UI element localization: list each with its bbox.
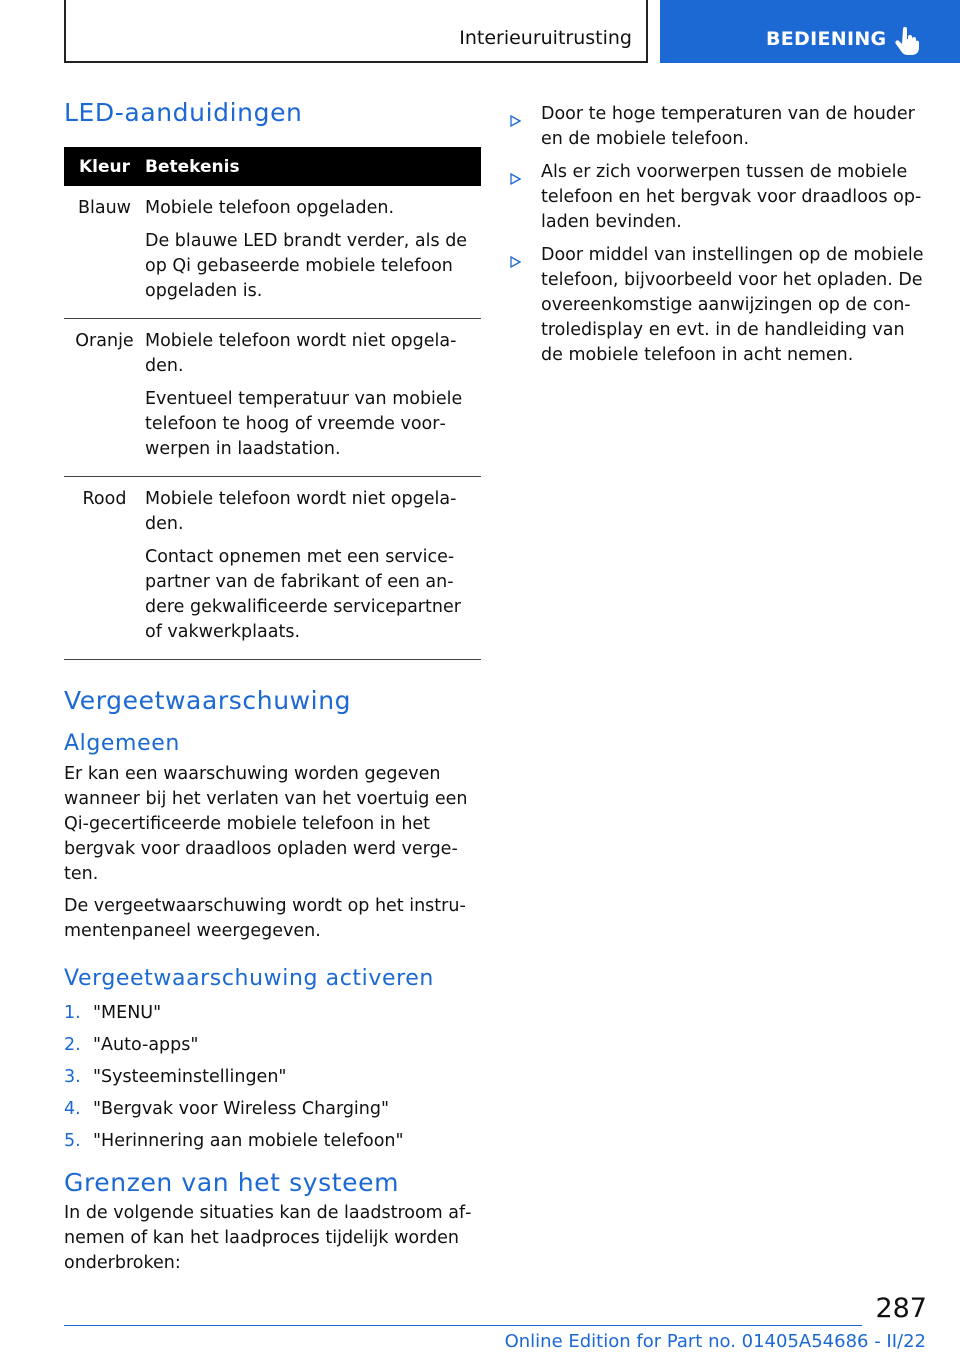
table-cell-color: Rood <box>64 477 145 660</box>
table-cell-meaning <box>145 477 481 660</box>
page-number: 287 <box>875 1293 927 1324</box>
meaning-line: De blauwe LED brandt verder, als de op Qi gebaseerde mobiele telefoon opgeladen is. <box>145 231 468 301</box>
forget-warning-heading: Vergeetwaarschuwing <box>64 686 352 715</box>
list-item <box>510 160 928 235</box>
limits-heading: Grenzen van het systeem <box>64 1168 400 1197</box>
general-heading: Algemeen <box>64 731 180 756</box>
chapter-title: BEDIENING <box>766 28 887 50</box>
table-cell-color: Oranje <box>64 319 145 477</box>
meaning-line: Mobiele telefoon opgeladen. <box>145 198 395 218</box>
table-header-meaning: Betekenis <box>145 147 481 186</box>
triangle-bullet-icon <box>510 243 541 368</box>
meaning-line: Mobiele telefoon wordt niet opgeladen. <box>145 331 457 376</box>
general-paragraph-1: Er kan een waarschuwing worden gegeven wanneer bij het verlaten van het voertuig een Qi-gecertificeerde mobiele telefoon in het bergvak voor draadloos opladen werd vergeten. <box>64 764 468 884</box>
left-column <box>64 98 481 1276</box>
list-item <box>510 102 928 152</box>
header-chapter-tab[interactable] <box>660 0 960 63</box>
step-text: "Herinnering aan mobiele telefoon" <box>93 1131 404 1151</box>
table-header-row <box>64 147 481 186</box>
hand-pointer-icon <box>894 27 920 55</box>
meaning-line: Mobiele telefoon wordt niet opgeladen. <box>145 489 457 534</box>
step-number: 4. <box>64 1099 81 1119</box>
table-row <box>64 319 481 477</box>
list-item <box>64 1129 481 1154</box>
table-row <box>64 477 481 660</box>
step-text: "Bergvak voor Wireless Charging" <box>93 1099 390 1119</box>
step-number: 2. <box>64 1035 81 1055</box>
general-paragraph-2: De vergeetwaarschuwing wordt op het instrumentenpaneel weergegeven. <box>64 896 466 941</box>
section-title: Interieuruitrusting <box>459 27 632 49</box>
led-table <box>64 147 481 660</box>
meaning-line: Contact opnemen met een servicepartner van de fabrikant of een andere gekwalificeerde servicepartner of vakwerkplaats. <box>145 547 461 642</box>
meaning-line: Eventueel temperatuur van mobiele telefoon te hoog of vreemde voorwerpen in laadstation. <box>145 389 463 459</box>
table-cell-meaning <box>145 186 481 319</box>
triangle-bullet-icon <box>510 160 541 235</box>
table-row <box>64 186 481 319</box>
list-item <box>64 1065 481 1090</box>
footer-divider <box>64 1325 862 1326</box>
bullet-text: Door te hoge temperaturen van de houder en de mobiele telefoon. <box>541 104 915 149</box>
step-number: 5. <box>64 1131 81 1151</box>
step-number: 3. <box>64 1067 81 1087</box>
limits-bullet-list <box>510 102 928 368</box>
activation-steps <box>64 1001 481 1154</box>
step-text: "Auto-apps" <box>93 1035 199 1055</box>
table-cell-color: Blauw <box>64 186 145 319</box>
table-cell-meaning <box>145 319 481 477</box>
step-text: "MENU" <box>93 1003 162 1023</box>
led-heading: LED-aanduidingen <box>64 98 303 127</box>
step-text: "Systeeminstellingen" <box>93 1067 287 1087</box>
list-item <box>64 1033 481 1058</box>
bullet-text: Als er zich voorwerpen tussen de mobiele telefoon en het bergvak voor draadloos opladen bevinden. <box>541 162 922 232</box>
limits-paragraph: In de volgende situaties kan de laadstroom afnemen of kan het laadproces tijdelijk worden onderbroken: <box>64 1203 472 1273</box>
activate-heading: Vergeetwaarschuwing activeren <box>64 966 434 991</box>
list-item <box>64 1001 481 1026</box>
step-number: 1. <box>64 1003 81 1023</box>
list-item <box>510 243 928 368</box>
header-section-box <box>64 0 648 63</box>
list-item <box>64 1097 481 1122</box>
table-header-color: Kleur <box>64 147 145 186</box>
footer-edition-link[interactable]: Online Edition for Part no. 01405A54686 - II/22 <box>504 1331 926 1352</box>
triangle-bullet-icon <box>510 102 541 152</box>
bullet-text: Door middel van instellingen op de mobiele telefoon, bijvoorbeeld voor het opladen. De overeenkomstige aanwijzingen op de controledisplay en evt. in de handleiding van de mobiele telefoon in acht nemen. <box>541 245 924 365</box>
right-column <box>510 102 928 376</box>
